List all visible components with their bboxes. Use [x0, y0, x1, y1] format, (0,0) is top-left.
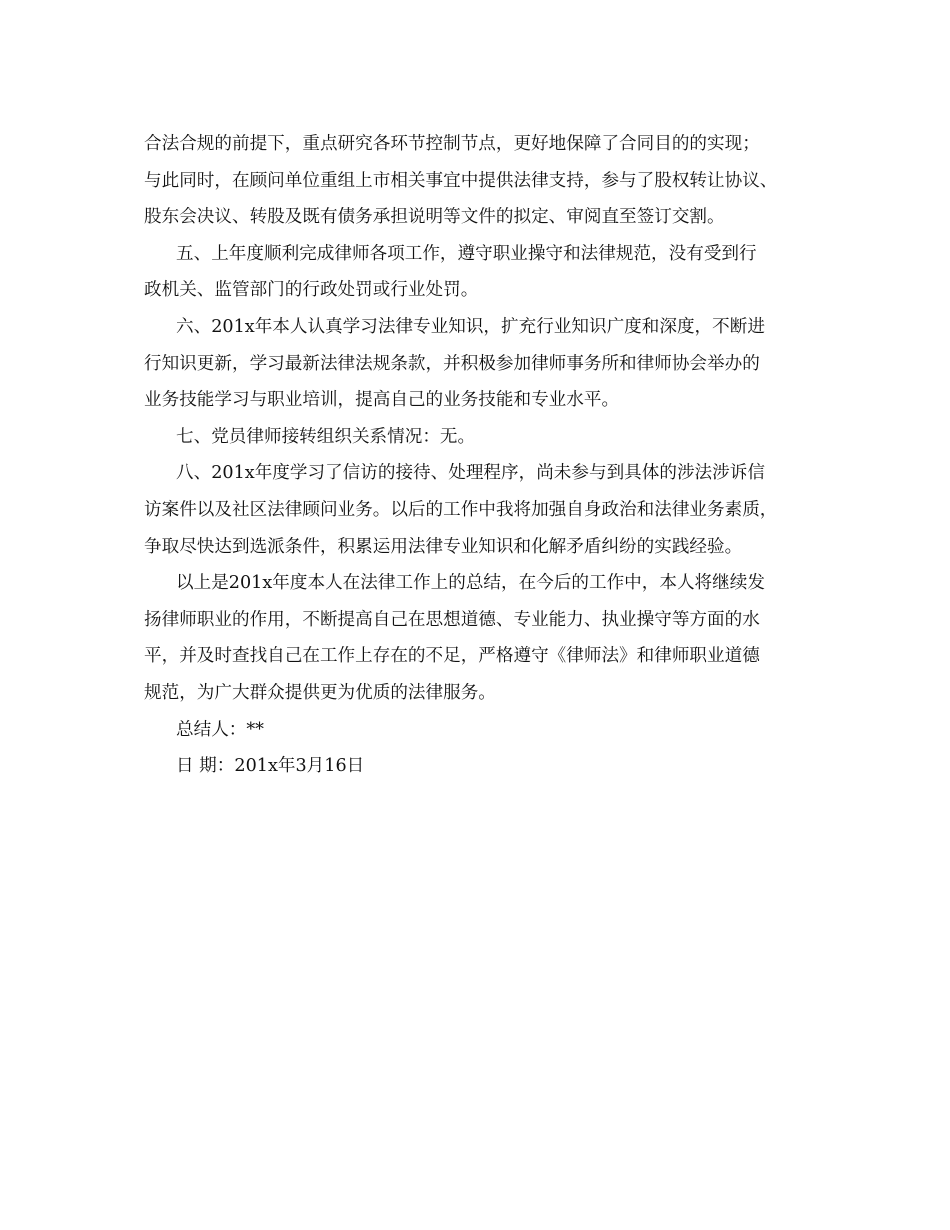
text-line: 规范，为广大群众提供更为优质的法律服务。: [144, 682, 496, 703]
text-line: 合法合规的前提下，重点研究各环节控制节点，更好地保障了合同目的的实现；: [144, 134, 760, 154]
paragraph-seven: 七、党员律师接转组织关系情况：无。: [176, 426, 476, 447]
text-line: 政机关、监管部门的行政处罚或行业处罚。: [144, 280, 479, 301]
text-line: 与此同时，在顾问单位重组上市相关事宜中提供法律支持，参与了股权转让协议、: [144, 170, 778, 191]
text-line: 行知识更新，学习最新法律法规条款，并积极参加律师事务所和律师协会举办的: [144, 353, 760, 374]
text-line: 扬律师职业的作用，不断提高自己在思想道德、专业能力、执业操守等方面的水: [144, 609, 760, 630]
text-line: 平，并及时查找自己在工作上存在的不足，严格遵守《律师法》和律师职业道德: [144, 646, 760, 667]
text-line: 股东会决议、转股及既有债务承担说明等文件的拟定、审阅直至签订交割。: [144, 207, 725, 228]
paragraph-six-start: 六、201x年本人认真学习法律专业知识，扩充行业知识广度和深度，不断进: [176, 316, 765, 337]
text-line: 业务技能学习与职业培训，提高自己的业务技能和专业水平。: [144, 390, 620, 411]
text-line: 争取尽快达到选派条件，积累运用法律专业知识和化解矛盾纠纷的实践经验。: [144, 536, 743, 557]
date-line: 日 期：201x年3月16日: [176, 756, 365, 777]
document-body: [144, 126, 808, 785]
summary-paragraph-start: 以上是201x年度本人在法律工作上的总结，在今后的工作中，本人将继续发: [176, 573, 765, 594]
paragraph-eight-start: 八、201x年度学习了信访的接待、处理程序，尚未参与到具体的涉法涉诉信: [176, 463, 765, 484]
paragraph-five-start: 五、上年度顺利完成律师各项工作，遵守职业操守和法律规范，没有受到行: [176, 243, 757, 264]
author-line: 总结人：**: [176, 719, 264, 740]
text-line: 访案件以及社区法律顾问业务。以后的工作中我将加强自身政治和法律业务素质，: [144, 499, 778, 520]
